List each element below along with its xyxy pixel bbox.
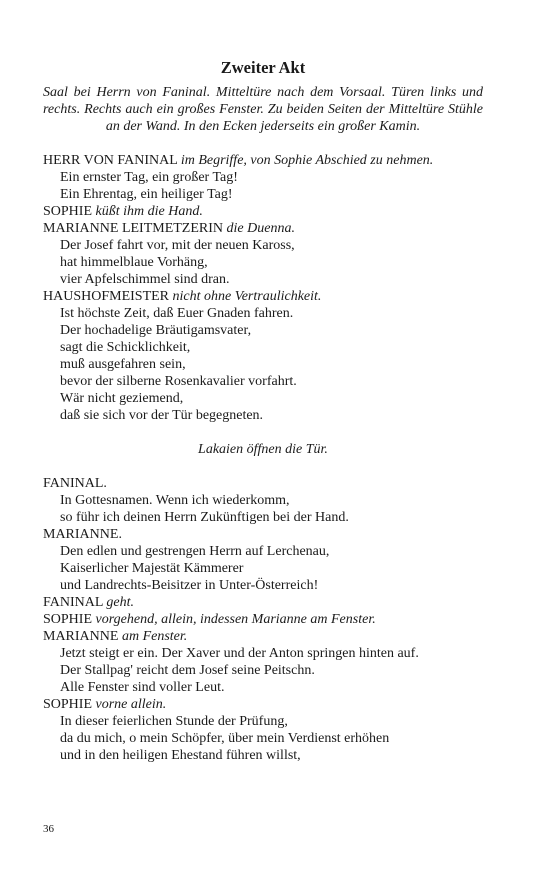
blank-line <box>43 424 483 441</box>
speaker-line <box>43 628 483 645</box>
speaker-line <box>43 526 483 543</box>
verse-line: Alle Fenster sind voller Leut. <box>60 680 225 695</box>
speaker-direction: vorne allein. <box>95 697 167 712</box>
stage-description: Saal bei Herrn von Faninal. Mitteltüre nach dem Vorsaal. Türen links und rechts. Rechts auch ein großes Fenster. Zu beiden Seiten der Mitteltüre Stühle an der Wand. In den Ecken jederseits ein großer Kamin. <box>43 85 483 134</box>
verse-line: muß ausgefahren sein, <box>60 357 186 372</box>
speaker-name: SOPHIE <box>43 697 93 712</box>
speaker-line <box>43 220 483 237</box>
verse-line: In Gottesnamen. Wenn ich wiederkomm, <box>60 493 290 508</box>
verse-line: daß sie sich vor der Tür begegneten. <box>60 408 264 423</box>
verse-line: Der Josef fahrt vor, mit der neuen Kaross, <box>60 238 295 253</box>
speaker-name: SOPHIE <box>43 204 93 219</box>
speaker-line <box>43 475 483 492</box>
speaker-name: HERR VON FANINAL <box>43 153 178 168</box>
speaker-name: MARIANNE LEITMETZERIN <box>43 221 224 236</box>
speaker-direction: am Fenster. <box>121 629 188 644</box>
speaker-direction: geht. <box>106 595 134 610</box>
script-text <box>43 152 483 764</box>
stage-direction: Lakaien öffnen die Tür. <box>198 442 328 457</box>
verse-line: Der hochadelige Bräutigamsvater, <box>60 323 252 338</box>
verse-line: so führ ich deinen Herrn Zukünftigen bei der Hand. <box>60 510 349 525</box>
verse-line: In dieser feierlichen Stunde der Prüfung, <box>60 714 288 729</box>
verse-line: Ein Ehrentag, ein heiliger Tag! <box>60 187 233 202</box>
speaker-direction: im Begriffe, von Sophie Abschied zu nehmen. <box>180 153 434 168</box>
speaker-name: FANINAL. <box>43 476 107 491</box>
page-number: 36 <box>43 823 54 835</box>
speaker-direction: nicht ohne Vertraulichkeit. <box>172 289 322 304</box>
verse-line: Ein ernster Tag, ein großer Tag! <box>60 170 238 185</box>
blank-line <box>43 458 483 475</box>
verse-line: sagt die Schicklichkeit, <box>60 340 191 355</box>
speaker-line <box>43 203 483 220</box>
speaker-line <box>43 696 483 713</box>
verse-line: Kaiserlicher Majestät Kämmerer <box>60 561 244 576</box>
verse-line: da du mich, o mein Schöpfer, über mein Verdienst erhöhen <box>60 731 390 746</box>
speaker-line <box>43 288 483 305</box>
speaker-name: MARIANNE. <box>43 527 122 542</box>
speaker-direction: die Duenna. <box>226 221 295 236</box>
speaker-direction: küßt ihm die Hand. <box>95 204 203 219</box>
speaker-name: HAUSHOFMEISTER <box>43 289 170 304</box>
speaker-name: MARIANNE <box>43 629 119 644</box>
verse-line: Ist höchste Zeit, daß Euer Gnaden fahren. <box>60 306 294 321</box>
verse-line: Wär nicht geziemend, <box>60 391 184 406</box>
speaker-name: FANINAL <box>43 595 103 610</box>
verse-line: und in den heiligen Ehestand führen willst, <box>60 748 301 763</box>
verse-line: Der Stallpag' reicht dem Josef seine Peitschn. <box>60 663 315 678</box>
libretto-page <box>43 58 483 764</box>
verse-line: vier Apfelschimmel sind dran. <box>60 272 230 287</box>
verse-line: Jetzt steigt er ein. Der Xaver und der Anton springen hinten auf. <box>60 646 419 661</box>
speaker-direction: vorgehend, allein, indessen Marianne am Fenster. <box>95 612 376 627</box>
speaker-line <box>43 611 483 628</box>
speaker-line <box>43 152 483 169</box>
verse-line: hat himmelblaue Vorhäng, <box>60 255 208 270</box>
speaker-name: SOPHIE <box>43 612 93 627</box>
act-title: Zweiter Akt <box>220 58 306 77</box>
verse-line: bevor der silberne Rosenkavalier vorfahrt. <box>60 374 297 389</box>
verse-line: und Landrechts-Beisitzer in Unter-Österreich! <box>60 578 319 593</box>
verse-line: Den edlen und gestrengen Herrn auf Lerchenau, <box>60 544 330 559</box>
speaker-line <box>43 594 483 611</box>
